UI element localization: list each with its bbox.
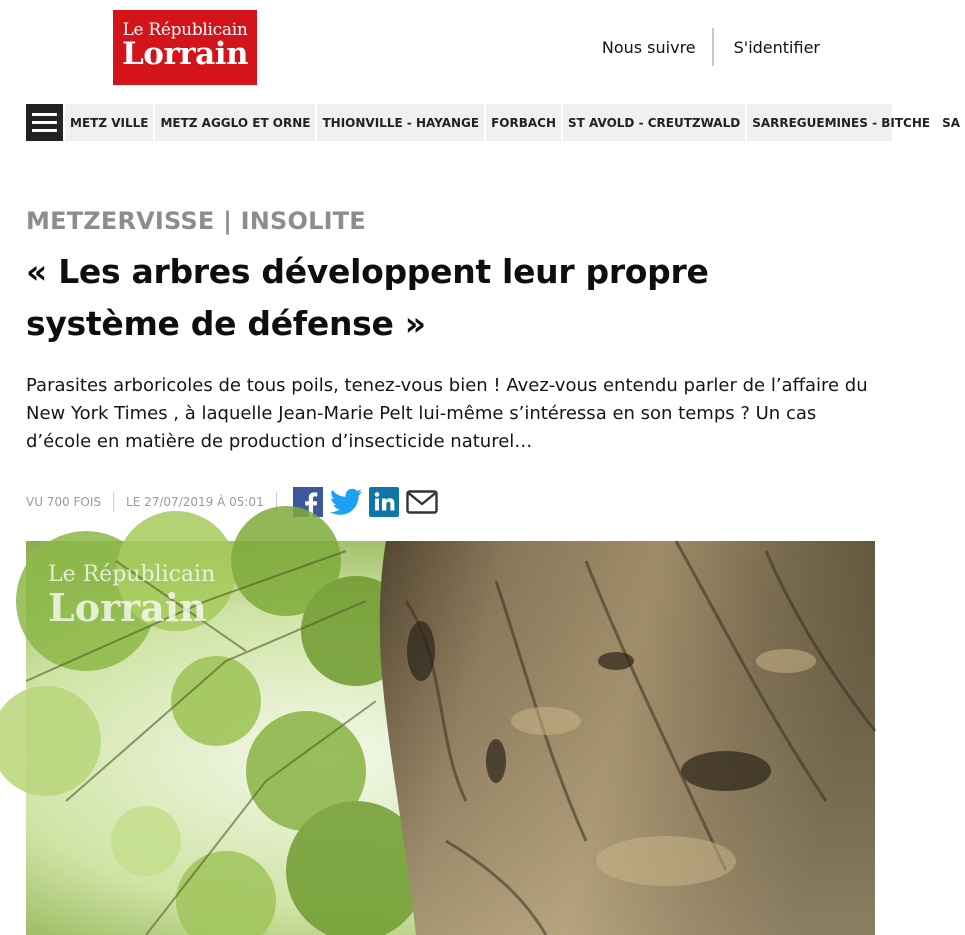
share-bar	[293, 487, 437, 517]
nav-item-st-avold[interactable]: ST AVOLD - CREUTZWALD	[561, 104, 745, 141]
article-lead: Parasites arboricoles de tous poils, tenez-vous bien ! Avez-vous entendu parler de l’affaire du New York Times , à laquelle Jean-Marie Pelt lui-même s’intéressa en son temps ? Un cas d’école en matière de production d’insecticide naturel…	[26, 375, 868, 452]
linkedin-icon[interactable]	[369, 487, 399, 517]
nav-item-truncated[interactable]: SA	[935, 104, 965, 141]
watermark-line1: Le Républicain	[48, 562, 216, 587]
logo-line1: Le Républicain	[122, 20, 248, 40]
nav-item-metz-agglo[interactable]: METZ AGGLO ET ORNE	[153, 104, 315, 141]
top-links	[586, 28, 892, 66]
article-title: « Les arbres développent leur propre système de défense »	[26, 252, 709, 343]
twitter-icon[interactable]	[331, 487, 361, 517]
menu-icon[interactable]	[26, 104, 63, 141]
site-logo[interactable]	[113, 10, 257, 85]
nav-item-sarreguemines[interactable]: SARREGUEMINES - BITCHE	[745, 104, 935, 141]
nav-item-forbach[interactable]: FORBACH	[484, 104, 561, 141]
view-count: VU 700 FOIS	[26, 495, 102, 509]
section-nav	[26, 104, 961, 141]
meta-divider	[113, 492, 114, 512]
follow-link[interactable]: Nous suivre	[601, 37, 696, 57]
article-kicker: METZERVISSE | INSOLITE	[26, 207, 366, 235]
nav-item-metz-ville[interactable]: METZ VILLE	[63, 104, 153, 141]
login-link[interactable]: S'identifier	[733, 37, 820, 57]
watermark-line2: Lorrain	[48, 585, 207, 630]
logo-line2: Lorrain	[121, 36, 249, 72]
article-meta	[26, 484, 437, 520]
mail-icon[interactable]	[407, 487, 437, 517]
article-image[interactable]	[26, 541, 875, 935]
publish-date: LE 27/07/2019 À 05:01	[126, 495, 264, 509]
nav-item-thionville[interactable]: THIONVILLE - HAYANGE	[315, 104, 484, 141]
site-header	[0, 0, 892, 100]
